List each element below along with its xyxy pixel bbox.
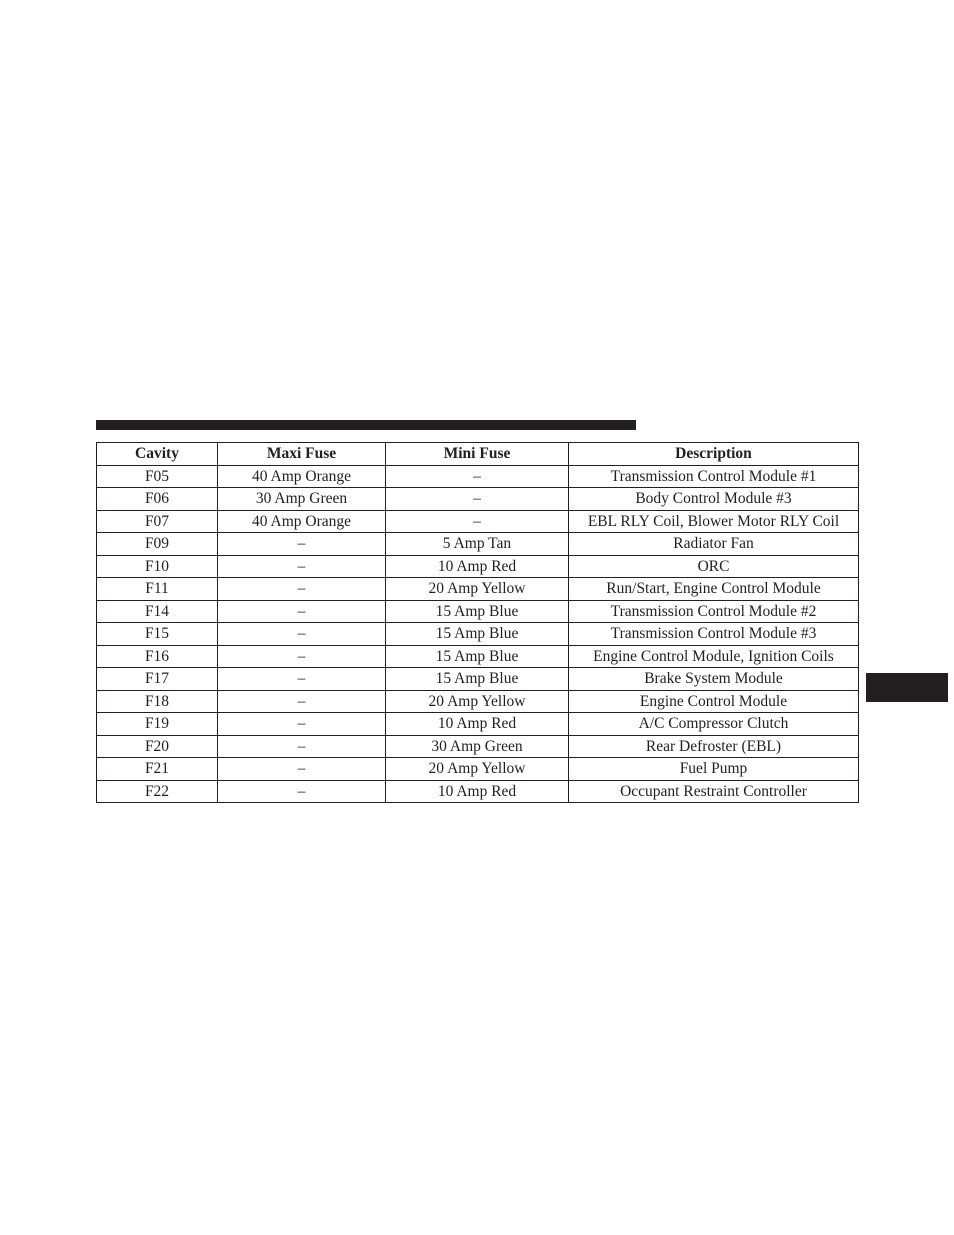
cell-cavity: F10 — [97, 555, 218, 578]
cell-maxi-fuse: – — [218, 735, 386, 758]
cell-cavity: F19 — [97, 713, 218, 736]
table-row — [97, 578, 859, 601]
table-body — [97, 465, 859, 803]
cell-cavity: F11 — [97, 578, 218, 601]
cell-maxi-fuse: – — [218, 600, 386, 623]
cell-description: A/C Compressor Clutch — [569, 713, 859, 736]
table-row — [97, 645, 859, 668]
cell-maxi-fuse: 40 Amp Orange — [218, 465, 386, 488]
cell-description: Transmission Control Module #3 — [569, 623, 859, 646]
cell-cavity: F18 — [97, 690, 218, 713]
table-row — [97, 510, 859, 533]
cell-cavity: F09 — [97, 533, 218, 556]
fuse-table — [96, 442, 859, 803]
cell-mini-fuse: 30 Amp Green — [386, 735, 569, 758]
cell-maxi-fuse: – — [218, 780, 386, 803]
cell-description: Rear Defroster (EBL) — [569, 735, 859, 758]
cell-mini-fuse: 10 Amp Red — [386, 780, 569, 803]
cell-maxi-fuse: – — [218, 578, 386, 601]
cell-maxi-fuse: – — [218, 555, 386, 578]
cell-mini-fuse: 15 Amp Blue — [386, 645, 569, 668]
cell-maxi-fuse: 30 Amp Green — [218, 488, 386, 511]
cell-mini-fuse: 10 Amp Red — [386, 555, 569, 578]
cell-description: Occupant Restraint Controller — [569, 780, 859, 803]
table-row — [97, 465, 859, 488]
header-description: Description — [569, 443, 859, 466]
cell-cavity: F20 — [97, 735, 218, 758]
cell-cavity: F14 — [97, 600, 218, 623]
cell-mini-fuse: 15 Amp Blue — [386, 668, 569, 691]
header-mini-fuse: Mini Fuse — [386, 443, 569, 466]
cell-cavity: F15 — [97, 623, 218, 646]
table-row — [97, 600, 859, 623]
table-row — [97, 735, 859, 758]
cell-description: Engine Control Module, Ignition Coils — [569, 645, 859, 668]
section-tab — [866, 673, 948, 702]
cell-maxi-fuse: – — [218, 758, 386, 781]
cell-cavity: F07 — [97, 510, 218, 533]
cell-mini-fuse: 20 Amp Yellow — [386, 758, 569, 781]
header-cavity: Cavity — [97, 443, 218, 466]
cell-cavity: F16 — [97, 645, 218, 668]
table-row — [97, 623, 859, 646]
table-row — [97, 668, 859, 691]
cell-mini-fuse: 15 Amp Blue — [386, 623, 569, 646]
cell-cavity: F22 — [97, 780, 218, 803]
cell-description: Body Control Module #3 — [569, 488, 859, 511]
cell-cavity: F21 — [97, 758, 218, 781]
table-row — [97, 533, 859, 556]
cell-maxi-fuse: – — [218, 623, 386, 646]
cell-mini-fuse: 5 Amp Tan — [386, 533, 569, 556]
table-row — [97, 488, 859, 511]
cell-description: Run/Start, Engine Control Module — [569, 578, 859, 601]
table-row — [97, 780, 859, 803]
cell-mini-fuse: 10 Amp Red — [386, 713, 569, 736]
cell-mini-fuse: 20 Amp Yellow — [386, 578, 569, 601]
cell-maxi-fuse: – — [218, 668, 386, 691]
header-maxi-fuse: Maxi Fuse — [218, 443, 386, 466]
cell-maxi-fuse: – — [218, 645, 386, 668]
cell-mini-fuse: – — [386, 488, 569, 511]
cell-cavity: F17 — [97, 668, 218, 691]
cell-description: Engine Control Module — [569, 690, 859, 713]
table-header-row — [97, 443, 859, 466]
section-rule — [96, 420, 636, 430]
cell-mini-fuse: – — [386, 510, 569, 533]
cell-description: Transmission Control Module #1 — [569, 465, 859, 488]
table-row — [97, 713, 859, 736]
cell-description: Brake System Module — [569, 668, 859, 691]
cell-cavity: F06 — [97, 488, 218, 511]
cell-mini-fuse: 20 Amp Yellow — [386, 690, 569, 713]
cell-maxi-fuse: – — [218, 690, 386, 713]
cell-description: Radiator Fan — [569, 533, 859, 556]
cell-maxi-fuse: – — [218, 713, 386, 736]
cell-description: Transmission Control Module #2 — [569, 600, 859, 623]
cell-mini-fuse: – — [386, 465, 569, 488]
cell-cavity: F05 — [97, 465, 218, 488]
cell-description: Fuel Pump — [569, 758, 859, 781]
cell-description: EBL RLY Coil, Blower Motor RLY Coil — [569, 510, 859, 533]
cell-maxi-fuse: – — [218, 533, 386, 556]
cell-description: ORC — [569, 555, 859, 578]
table-row — [97, 555, 859, 578]
cell-maxi-fuse: 40 Amp Orange — [218, 510, 386, 533]
table-row — [97, 758, 859, 781]
table-row — [97, 690, 859, 713]
cell-mini-fuse: 15 Amp Blue — [386, 600, 569, 623]
